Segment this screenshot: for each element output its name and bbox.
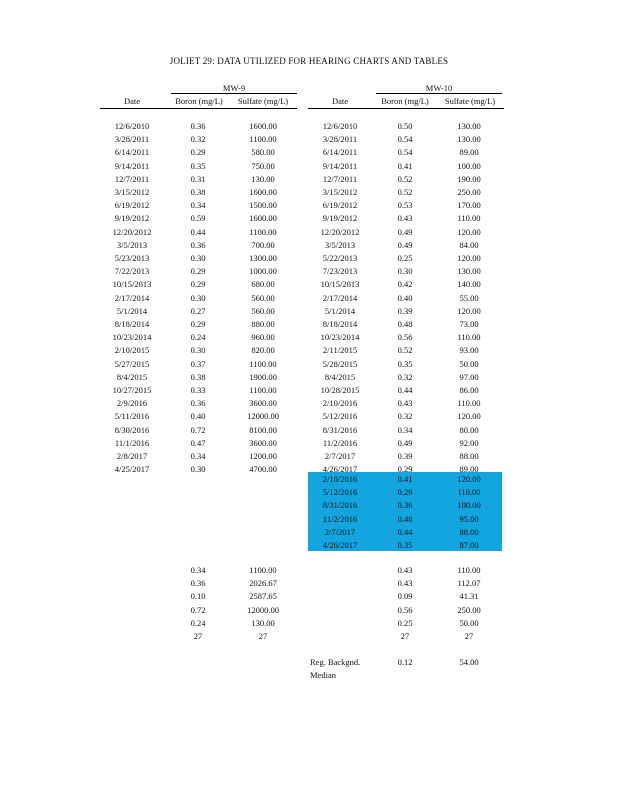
- mw9-stat-sulfate: 130.00: [251, 617, 275, 628]
- mw10-row-sulfate: 110.00: [457, 213, 481, 224]
- background-label-line2: Median: [310, 670, 336, 680]
- mw10-row-date: 2/11/2015: [322, 345, 358, 356]
- mw9-row-boron: 0.29: [190, 319, 206, 329]
- mw10-highlight-sulfate: 87.00: [459, 540, 479, 550]
- mw9-row-boron: 0.27: [190, 305, 206, 316]
- mw10-row-boron: 0.39: [397, 451, 413, 461]
- mw10-stat-boron: 27: [400, 631, 410, 641]
- mw9-row-boron: 0.30: [190, 464, 206, 475]
- mw10-row-boron: 0.40: [397, 292, 413, 303]
- mw10-row-sulfate: 93.00: [459, 345, 479, 356]
- mw10-row-sulfate: 97.00: [459, 371, 479, 382]
- mw9-row-boron: 0.34: [190, 451, 206, 461]
- mw10-row-sulfate: 110.00: [457, 398, 481, 409]
- mw10-row-boron: 0.52: [397, 345, 413, 356]
- mw10-stat-sulfate: 112.07: [457, 578, 481, 589]
- mw10-row-boron: 0.43: [397, 398, 413, 409]
- mw10-row-date: 2/10/2016: [322, 398, 358, 409]
- mw9-row-boron: 0.29: [190, 266, 206, 277]
- column-header-sulfate-left: Sulfate (mg/L): [237, 96, 289, 106]
- mw9-row-boron: 0.36: [190, 398, 206, 409]
- background-boron-value: 0.12: [397, 657, 413, 667]
- mw10-row-sulfate: 86.00: [459, 385, 479, 395]
- mw10-row-boron: 0.50: [397, 121, 413, 131]
- mw10-row-boron: 0.52: [397, 173, 413, 184]
- mw9-row-sulfate: 680.00: [251, 279, 275, 290]
- mw9-row-boron: 0.37: [190, 358, 206, 369]
- mw10-highlight-date: 2/7/2017: [324, 526, 356, 537]
- mw9-row-sulfate: 1500.00: [249, 200, 277, 211]
- mw10-row-date: 8/4/2015: [324, 371, 356, 382]
- mw9-stat-boron: 0.10: [190, 591, 206, 602]
- mw9-row-date: 2/17/2014: [114, 292, 150, 303]
- mw10-row-date: 2/17/2014: [322, 292, 358, 303]
- mw9-row-date: 10/15/2013: [112, 279, 152, 290]
- mw10-row-boron: 0.43: [397, 213, 413, 224]
- mw9-row-date: 2/8/2017: [116, 451, 148, 461]
- mw9-row-sulfate: 1900.00: [249, 371, 277, 382]
- mw9-row-boron: 0.59: [190, 213, 206, 224]
- mw9-row-date: 9/19/2012: [114, 213, 150, 224]
- mw9-row-sulfate: 3600.00: [249, 437, 277, 448]
- mw10-row-sulfate: 120.00: [457, 305, 481, 316]
- mw9-row-boron: 0.34: [190, 200, 206, 211]
- mw9-row-boron: 0.35: [190, 160, 206, 171]
- mw9-row-sulfate: 560.00: [251, 292, 275, 303]
- mw10-row-sulfate: 89.00: [459, 464, 479, 475]
- mw9-row-boron: 0.29: [190, 147, 206, 158]
- mw9-row-sulfate: 1100.00: [249, 134, 277, 145]
- mw9-row-sulfate: 750.00: [251, 160, 275, 171]
- mw10-row-date: 11/2/2016: [322, 437, 358, 448]
- mw9-row-boron: 0.24: [190, 332, 206, 343]
- well-label-mw10: MW-10: [425, 83, 453, 93]
- mw9-row-sulfate: 1600.00: [249, 213, 277, 224]
- mw10-stat-sulfate: 50.00: [459, 617, 479, 628]
- mw9-stat-sulfate: 27: [258, 631, 268, 641]
- mw9-row-sulfate: 560.00: [251, 305, 275, 316]
- mw9-row-sulfate: 130.00: [251, 173, 275, 184]
- mw10-row-date: 4/26/2017: [322, 464, 358, 475]
- mw10-row-date: 5/1/2014: [324, 305, 356, 316]
- mw9-stat-sulfate: 2587.65: [249, 591, 277, 602]
- mw9-stat-boron: 0.24: [190, 617, 206, 628]
- mw10-row-date: 5/22/2013: [322, 253, 358, 263]
- mw9-row-sulfate: 1000.00: [249, 266, 277, 277]
- mw10-row-boron: 0.41: [397, 160, 413, 171]
- mw9-row-date: 8/18/2014: [114, 319, 150, 329]
- mw10-highlight-boron: 0.44: [397, 526, 413, 537]
- mw10-highlight-date: 4/26/2017: [322, 540, 358, 550]
- well-label-mw9: MW-9: [222, 83, 246, 93]
- mw9-row-sulfate: 3600.00: [249, 398, 277, 409]
- mw9-row-date: 5/1/2014: [116, 305, 148, 316]
- mw10-row-sulfate: 89.00: [459, 147, 479, 158]
- mw9-stat-boron: 27: [193, 631, 203, 641]
- mw10-row-boron: 0.56: [397, 332, 413, 343]
- mw9-stat-boron: 0.72: [190, 604, 206, 615]
- mw10-row-date: 8/31/2016: [322, 424, 358, 435]
- mw10-highlight-sulfate: 120.00: [457, 474, 481, 484]
- background-sulfate-value: 54.00: [459, 657, 479, 667]
- mw9-row-date: 12/20/2012: [112, 226, 152, 237]
- mw10-highlight-sulfate: 110.00: [457, 487, 481, 498]
- mw10-stat-boron: 0.09: [397, 591, 413, 602]
- mw10-row-boron: 0.53: [397, 200, 413, 211]
- header-rule-left: [100, 108, 297, 109]
- mw10-row-date: 3/5/2013: [324, 239, 356, 250]
- mw9-stat-boron: 0.34: [190, 565, 206, 575]
- mw9-row-date: 2/10/2015: [114, 345, 150, 356]
- mw9-row-sulfate: 8100.00: [249, 424, 277, 435]
- mw10-row-sulfate: 50.00: [459, 358, 479, 369]
- mw10-row-sulfate: 92.00: [459, 437, 479, 448]
- mw10-stat-boron: 0.56: [397, 604, 413, 615]
- mw9-row-date: 10/27/2015: [112, 385, 152, 395]
- mw10-row-sulfate: 55.00: [459, 292, 479, 303]
- mw10-stat-sulfate: 110.00: [457, 565, 481, 575]
- mw9-row-date: 10/23/2014: [112, 332, 152, 343]
- column-header-boron-right: Boron (mg/L): [381, 96, 429, 106]
- mw9-row-sulfate: 880.00: [251, 319, 275, 329]
- mw9-row-date: 2/9/2016: [116, 398, 148, 409]
- mw10-row-sulfate: 84.00: [459, 239, 479, 250]
- mw10-row-date: 5/28/2015: [322, 358, 358, 369]
- mw9-row-sulfate: 1100.00: [249, 358, 277, 369]
- mw10-row-sulfate: 130.00: [457, 134, 481, 145]
- well-underline-mw9: [171, 93, 297, 94]
- column-header-date-right: Date: [331, 96, 349, 106]
- mw9-stat-sulfate: 1100.00: [249, 565, 277, 575]
- mw9-row-sulfate: 700.00: [251, 239, 275, 250]
- mw9-row-boron: 0.33: [190, 385, 206, 395]
- mw10-row-date: 10/23/2014: [320, 332, 360, 343]
- mw10-row-date: 5/12/2016: [322, 411, 358, 422]
- mw9-stat-boron: 0.36: [190, 578, 206, 589]
- mw9-row-sulfate: 1600.00: [249, 187, 277, 197]
- mw10-highlight-date: 2/10/2016: [322, 474, 358, 484]
- mw9-row-date: 5/27/2015: [114, 358, 150, 369]
- mw10-highlight-sulfate: 95.00: [459, 513, 479, 524]
- mw9-row-date: 3/28/2011: [114, 134, 150, 145]
- mw10-row-sulfate: 120.00: [457, 253, 481, 263]
- mw9-row-date: 3/5/2013: [116, 239, 148, 250]
- mw10-row-boron: 0.25: [397, 253, 413, 263]
- mw10-row-date: 10/28/2015: [320, 385, 360, 395]
- mw9-row-sulfate: 820.00: [251, 345, 275, 356]
- mw10-row-sulfate: 170.00: [457, 200, 481, 211]
- mw10-highlight-boron: 0.48: [397, 513, 413, 524]
- mw10-row-boron: 0.54: [397, 134, 413, 145]
- mw10-stat-sulfate: 41.31: [459, 591, 479, 602]
- mw10-highlight-boron: 0.35: [397, 540, 413, 550]
- mw10-row-sulfate: 110.00: [457, 332, 481, 343]
- mw10-highlight-boron: 0.41: [397, 474, 413, 484]
- mw10-row-sulfate: 120.00: [457, 226, 481, 237]
- mw9-row-date: 12/7/2011: [114, 173, 150, 184]
- mw9-row-sulfate: 4700.00: [249, 464, 277, 475]
- mw10-row-boron: 0.39: [397, 305, 413, 316]
- mw9-row-boron: 0.31: [190, 173, 206, 184]
- mw10-row-date: 6/19/2012: [322, 200, 358, 211]
- mw10-row-boron: 0.32: [397, 411, 413, 422]
- mw9-row-sulfate: 960.00: [251, 332, 275, 343]
- mw10-stat-sulfate: 250.00: [457, 604, 481, 615]
- mw10-stat-boron: 0.43: [397, 578, 413, 589]
- mw10-row-sulfate: 73.00: [459, 319, 479, 329]
- mw9-row-boron: 0.36: [190, 239, 206, 250]
- mw10-row-boron: 0.44: [397, 385, 413, 395]
- mw10-row-sulfate: 100.00: [457, 160, 481, 171]
- mw9-row-sulfate: 1600.00: [249, 121, 277, 131]
- mw9-row-date: 3/15/2012: [114, 187, 150, 197]
- mw10-row-boron: 0.54: [397, 147, 413, 158]
- mw10-row-boron: 0.29: [397, 464, 413, 475]
- mw10-highlight-boron: 0.36: [397, 500, 413, 511]
- mw10-row-date: 9/14/2011: [322, 160, 358, 171]
- mw9-row-sulfate: 1300.00: [249, 253, 277, 263]
- mw10-row-boron: 0.32: [397, 371, 413, 382]
- document-title: JOLIET 29: DATA UTILIZED FOR HEARING CHARTS AND TABLES: [169, 56, 449, 66]
- header-rule-right: [308, 108, 504, 109]
- mw10-stat-boron: 0.25: [397, 617, 413, 628]
- mw10-row-date: 3/15/2012: [322, 187, 358, 197]
- mw10-row-sulfate: 130.00: [457, 121, 481, 131]
- mw9-stat-sulfate: 12000.00: [247, 604, 279, 615]
- column-header-sulfate-right: Sulfate (mg/L): [444, 96, 496, 106]
- mw9-row-date: 8/30/2016: [114, 424, 150, 435]
- mw10-row-date: 10/15/2013: [320, 279, 360, 290]
- mw10-row-sulfate: 80.00: [459, 424, 479, 435]
- mw10-row-sulfate: 120.00: [457, 411, 481, 422]
- mw9-row-boron: 0.30: [190, 345, 206, 356]
- background-median-label: [310, 656, 360, 682]
- mw9-row-boron: 0.40: [190, 411, 206, 422]
- mw10-row-boron: 0.49: [397, 437, 413, 448]
- mw9-row-boron: 0.30: [190, 253, 206, 263]
- mw10-row-date: 2/7/2017: [324, 451, 356, 461]
- mw10-highlight-date: 11/2/2016: [322, 513, 358, 524]
- background-label-line1: Reg. Backgnd.: [310, 657, 361, 667]
- mw10-highlight-date: 8/31/2016: [322, 500, 358, 511]
- mw9-row-boron: 0.47: [190, 437, 206, 448]
- mw10-highlight-sulfate: 100.00: [457, 500, 481, 511]
- mw9-row-boron: 0.38: [190, 187, 206, 197]
- mw9-row-sulfate: 12000.00: [247, 411, 279, 422]
- mw10-row-boron: 0.42: [397, 279, 413, 290]
- mw10-highlight-date: 5/12/2016: [322, 487, 358, 498]
- well-underline-mw10: [376, 93, 502, 94]
- column-header-boron-left: Boron (mg/L): [175, 96, 223, 106]
- mw9-row-date: 7/22/2013: [114, 266, 150, 277]
- mw9-row-boron: 0.38: [190, 371, 206, 382]
- mw9-row-date: 6/19/2012: [114, 200, 150, 211]
- mw10-row-sulfate: 88.00: [459, 451, 479, 461]
- mw9-row-boron: 0.44: [190, 226, 206, 237]
- mw10-stat-boron: 0.43: [397, 565, 413, 575]
- mw10-row-boron: 0.35: [397, 358, 413, 369]
- mw10-row-date: 6/14/2011: [322, 147, 358, 158]
- mw9-row-date: 8/4/2015: [116, 371, 148, 382]
- mw10-row-boron: 0.30: [397, 266, 413, 277]
- mw9-row-date: 5/23/2013: [114, 253, 150, 263]
- mw10-row-sulfate: 130.00: [457, 266, 481, 277]
- mw10-row-date: 3/28/2011: [322, 134, 358, 145]
- mw10-stat-sulfate: 27: [464, 631, 474, 641]
- mw10-row-sulfate: 140.00: [457, 279, 481, 290]
- mw9-stat-sulfate: 2026.67: [249, 578, 277, 589]
- mw9-row-boron: 0.29: [190, 279, 206, 290]
- mw9-row-boron: 0.30: [190, 292, 206, 303]
- mw9-row-date: 9/14/2011: [114, 160, 150, 171]
- mw10-row-sulfate: 250.00: [457, 187, 481, 197]
- mw9-row-boron: 0.36: [190, 121, 206, 131]
- mw9-row-boron: 0.72: [190, 424, 206, 435]
- mw9-row-sulfate: 1100.00: [249, 226, 277, 237]
- mw10-row-date: 7/23/2013: [322, 266, 358, 277]
- mw9-row-sulfate: 580.00: [251, 147, 275, 158]
- mw10-highlight-sulfate: 88.00: [459, 526, 479, 537]
- mw9-row-sulfate: 1100.00: [249, 385, 277, 395]
- mw10-row-date: 12/7/2011: [322, 173, 358, 184]
- mw10-row-date: 12/20/2012: [320, 226, 360, 237]
- mw10-row-boron: 0.34: [397, 424, 413, 435]
- mw10-row-boron: 0.49: [397, 239, 413, 250]
- mw9-row-date: 11/1/2016: [114, 437, 150, 448]
- mw10-row-sulfate: 190.00: [457, 173, 481, 184]
- mw9-row-date: 6/14/2011: [114, 147, 150, 158]
- mw10-row-date: 12/6/2010: [322, 121, 358, 131]
- mw9-row-date: 4/25/2017: [114, 464, 150, 475]
- mw9-row-date: 5/11/2016: [114, 411, 150, 422]
- mw10-row-boron: 0.49: [397, 226, 413, 237]
- column-header-date-left: Date: [123, 96, 141, 106]
- mw10-row-boron: 0.48: [397, 319, 413, 329]
- mw9-row-sulfate: 1200.00: [249, 451, 277, 461]
- mw10-highlight-boron: 0.29: [397, 487, 413, 498]
- mw10-row-boron: 0.52: [397, 187, 413, 197]
- mw9-row-date: 12/6/2010: [114, 121, 150, 131]
- mw10-row-date: 8/18/2014: [322, 319, 358, 329]
- mw10-row-date: 9/19/2012: [322, 213, 358, 224]
- mw9-row-boron: 0.32: [190, 134, 206, 145]
